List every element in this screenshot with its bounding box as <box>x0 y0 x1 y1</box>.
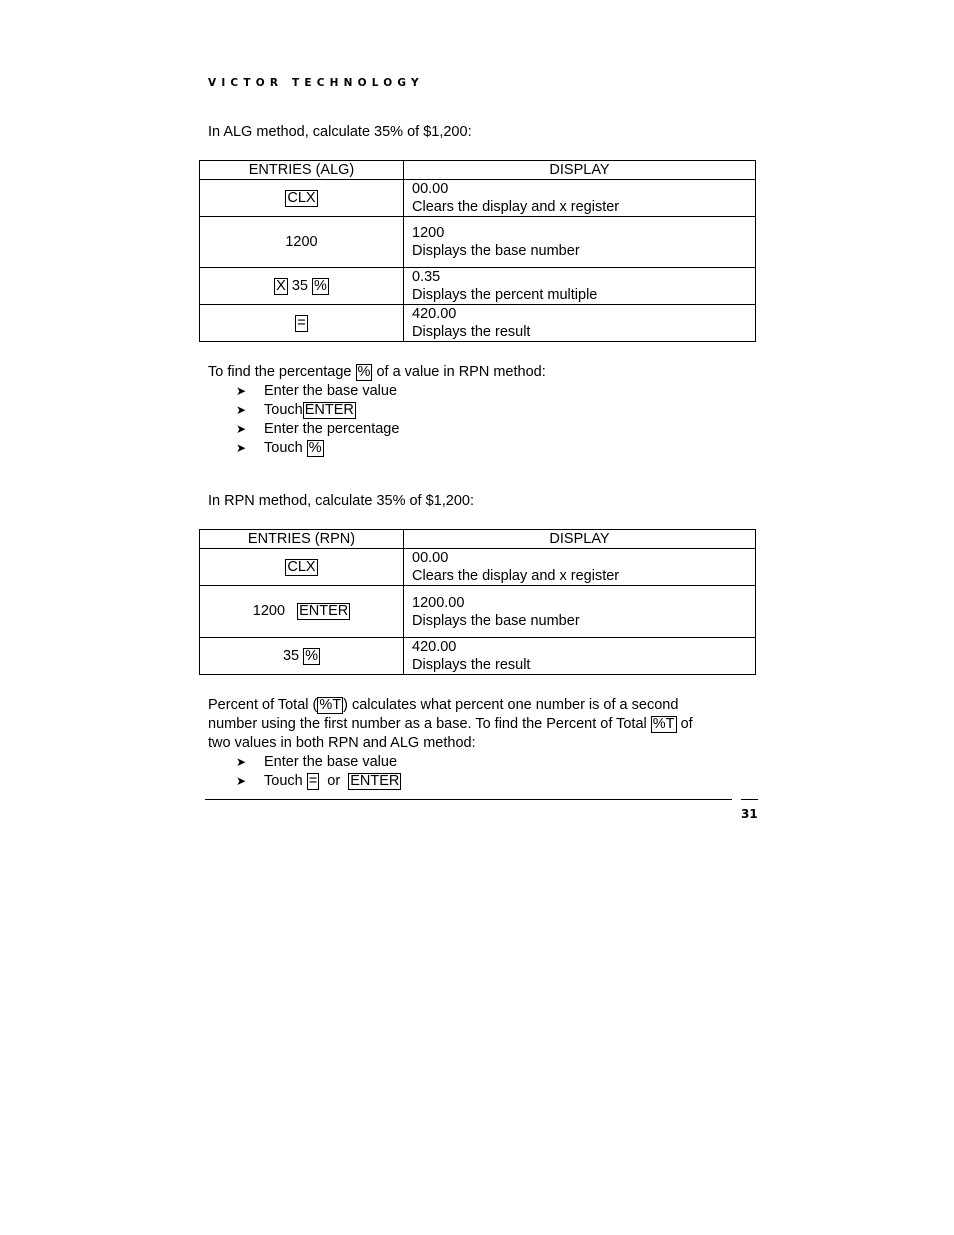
page-number: 31 <box>741 807 758 821</box>
percent-key: % <box>308 440 322 456</box>
alg-intro: In ALG method, calculate 35% of $1,200: <box>208 124 472 140</box>
display-cell <box>404 305 756 342</box>
entry-text: 1200 <box>285 234 318 250</box>
display-value: 00.00 <box>412 181 449 197</box>
entry-cell <box>200 549 404 586</box>
enter-key: ENTER <box>350 773 400 789</box>
display-header: DISPLAY <box>404 161 756 180</box>
step-text: Touch <box>264 402 303 418</box>
display-description: Displays the base number <box>412 243 580 259</box>
step-text: Enter the base value <box>264 754 398 770</box>
percent-key: % <box>305 647 319 664</box>
rpn-steps-list <box>236 382 399 458</box>
footer-rule-short <box>741 799 758 800</box>
table-row <box>200 586 756 638</box>
display-value: 420.00 <box>412 306 457 322</box>
entry-cell <box>200 586 404 638</box>
entry-cell <box>200 305 404 342</box>
text: number using the first number as a base. To find the Percent of Total <box>208 716 647 732</box>
arrow-bullet-icon: ➤ <box>236 384 247 398</box>
rpn-intro: In RPN method, calculate 35% of $1,200: <box>208 493 474 509</box>
display-header: DISPLAY <box>404 530 756 549</box>
display-cell <box>404 549 756 586</box>
table-row <box>200 180 756 217</box>
display-value: 1200.00 <box>412 594 465 611</box>
entry-cell <box>200 638 404 675</box>
arrow-bullet-icon: ➤ <box>236 441 247 455</box>
table-header-row <box>200 530 756 549</box>
arrow-bullet-icon: ➤ <box>236 403 247 417</box>
multiply-key: X <box>276 277 286 294</box>
list-item <box>236 420 399 439</box>
clx-key: CLX <box>287 558 316 575</box>
step-text: Enter the base value <box>264 383 398 399</box>
percent-key: % <box>357 364 371 380</box>
intro-text: of a value in RPN method: <box>376 364 546 380</box>
rpn-table <box>199 529 756 675</box>
display-value: 00.00 <box>412 550 449 566</box>
percent-total-steps <box>236 753 401 791</box>
percent-key: % <box>313 277 327 294</box>
display-cell <box>404 217 756 268</box>
entry-cell <box>200 268 404 305</box>
display-description: Clears the display and x register <box>412 199 620 215</box>
entry-text: 35 <box>282 647 300 664</box>
footer-rule <box>205 799 732 800</box>
display-cell <box>404 180 756 217</box>
percent-total-key: %T <box>652 716 675 732</box>
step-text: Touch <box>264 440 303 456</box>
display-description: Displays the base number <box>412 612 580 629</box>
text: ) calculates what percent one number is of a second <box>343 697 679 713</box>
display-value: 0.35 <box>412 269 441 285</box>
entry-cell <box>200 217 404 268</box>
table-row <box>200 549 756 586</box>
table-header-row <box>200 161 756 180</box>
clx-key: CLX <box>287 189 316 206</box>
percent-total-key: %T <box>319 697 342 713</box>
display-description: Displays the percent multiple <box>412 287 598 303</box>
display-value: 1200 <box>412 225 445 241</box>
entries-header: ENTRIES (ALG) <box>200 161 404 180</box>
equals-key: = <box>297 314 306 331</box>
list-item <box>236 439 399 458</box>
display-cell <box>404 268 756 305</box>
enter-key: ENTER <box>304 402 354 418</box>
display-description: Clears the display and x register <box>412 568 620 584</box>
list-item <box>236 772 401 791</box>
rpn-instructions-intro <box>208 363 546 382</box>
step-text: Enter the percentage <box>264 421 400 437</box>
display-value: 420.00 <box>412 639 457 655</box>
line-3: two values in both RPN and ALG method: <box>208 735 476 751</box>
step-text: Touch <box>264 773 303 789</box>
page-header: VICTOR TECHNOLOGY <box>208 77 424 89</box>
entry-cell <box>200 180 404 217</box>
entry-text: 35 <box>291 277 308 294</box>
intro-text: To find the percentage <box>208 364 352 380</box>
list-item <box>236 753 401 772</box>
entry-text: 1200 <box>252 603 286 619</box>
list-item <box>236 401 399 420</box>
table-row <box>200 268 756 305</box>
line-1 <box>208 697 678 713</box>
display-description: Displays the result <box>412 324 531 340</box>
entries-header: ENTRIES (RPN) <box>200 530 404 549</box>
arrow-bullet-icon: ➤ <box>236 422 247 436</box>
table-row <box>200 638 756 675</box>
line-2 <box>208 716 693 732</box>
table-row <box>200 305 756 342</box>
alg-table <box>199 160 756 342</box>
text: Percent of Total ( <box>208 697 318 713</box>
display-cell <box>404 638 756 675</box>
arrow-bullet-icon: ➤ <box>236 755 247 769</box>
display-description: Displays the result <box>412 657 531 673</box>
equals-key: = <box>308 773 318 789</box>
arrow-bullet-icon: ➤ <box>236 774 247 788</box>
or-text: or <box>327 773 341 789</box>
display-cell <box>404 586 756 638</box>
table-row <box>200 217 756 268</box>
text: of <box>680 716 693 732</box>
list-item <box>236 382 399 401</box>
percent-total-paragraph <box>208 696 748 753</box>
enter-key: ENTER <box>299 603 349 619</box>
